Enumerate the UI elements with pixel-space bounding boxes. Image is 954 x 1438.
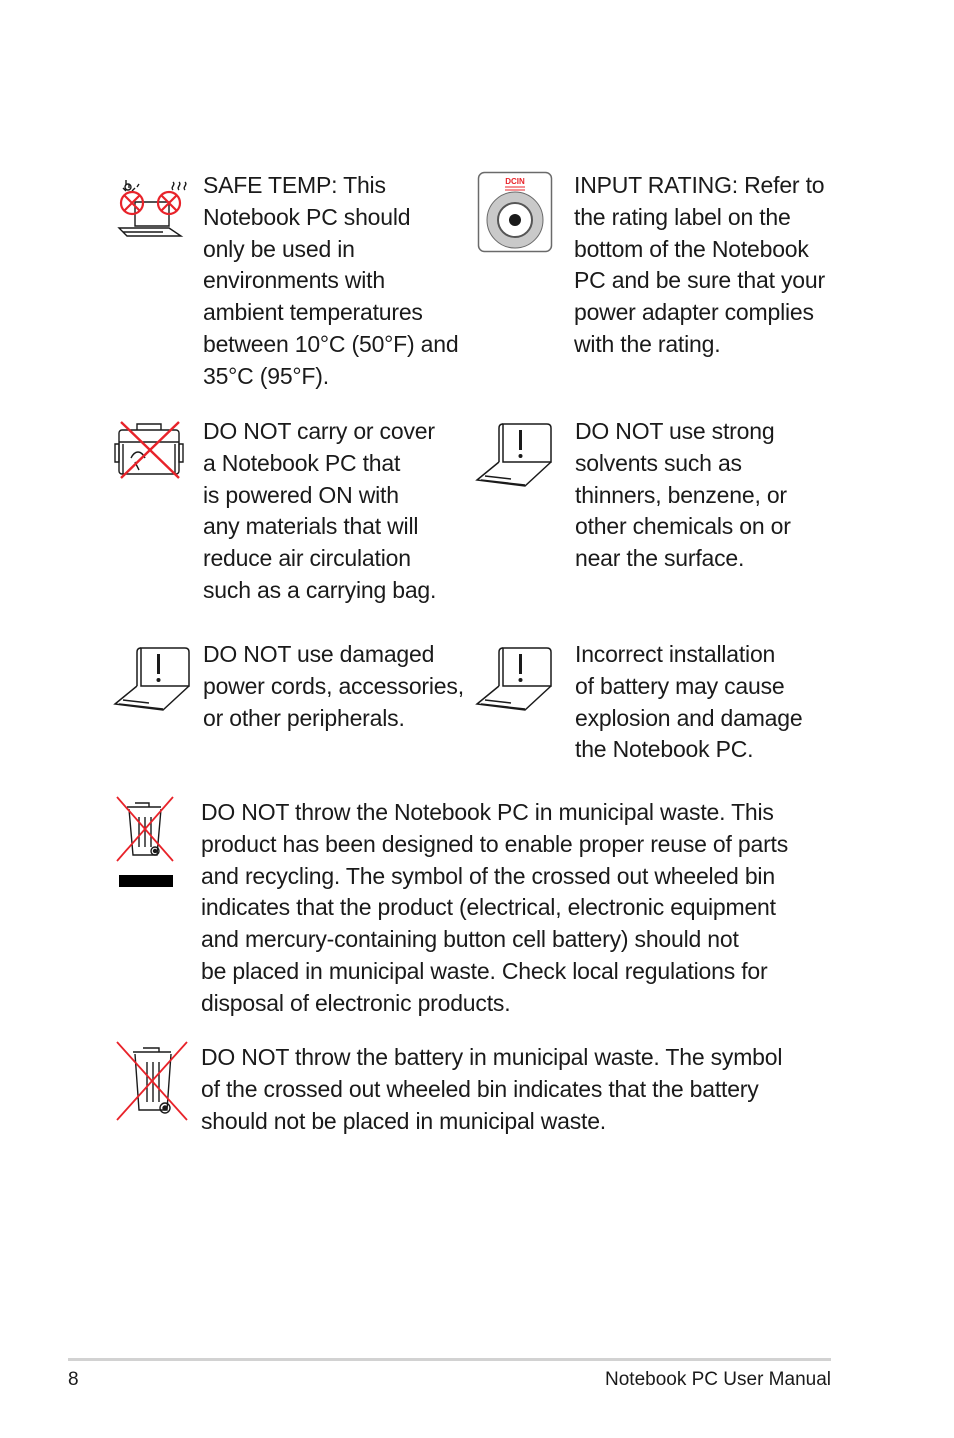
laptop-warning-icon: [475, 418, 555, 492]
page-number: 8: [68, 1369, 79, 1390]
safe-temp-icon: [113, 170, 193, 242]
no-bag-icon: [113, 418, 185, 480]
no-damaged-notice: DO NOT use damaged power cords, accessories, or other peripherals.: [203, 641, 464, 731]
input-rating-notice: INPUT RATING: Refer to the rating label on the bottom of the Notebook PC and be sure that your power adapter complies with the rating.: [574, 172, 825, 357]
no-cover-notice: DO NOT carry or cover a Notebook PC that is powered ON with any materials that will reduce air circulation such as a carrying bag.: [203, 418, 437, 603]
laptop-warning-icon: [113, 642, 193, 716]
crossed-bin-icon: [113, 1040, 191, 1124]
no-municipal-battery-notice: DO NOT throw the battery in municipal waste. The symbol of the crossed out wheeled bin indicates that the battery should not be placed in municipal waste.: [201, 1044, 783, 1134]
crossed-bin-icon: [113, 795, 177, 890]
no-municipal-pc-notice: DO NOT throw the Notebook PC in municipal waste. This product has been designed to enable proper reuse of parts and recycling. The symbol of the crossed out wheeled bin indicates that the product (electrical, electronic equipment and mercury-containing button cell battery) should not be placed in municipal waste. Check local regulations for disposal of electronic products.: [201, 799, 789, 1016]
battery-install-notice: Incorrect installation of battery may cause explosion and damage the Notebook PC.: [575, 641, 803, 763]
footer-rule: [68, 1358, 831, 1361]
safe-temp-notice: SAFE TEMP: This Notebook PC should only be used in environments with ambient temperatures between 10°C (50°F) and 35°C (95°F).: [203, 172, 459, 389]
no-solvents-notice: DO NOT use strong solvents such as thinners, benzene, or other chemicals on or near the surface.: [575, 418, 791, 572]
laptop-warning-icon: [475, 642, 555, 716]
dcin-jack-icon: [477, 171, 553, 253]
footer-title: Notebook PC User Manual: [605, 1369, 831, 1390]
dcin-label: DCIN: [505, 177, 525, 186]
